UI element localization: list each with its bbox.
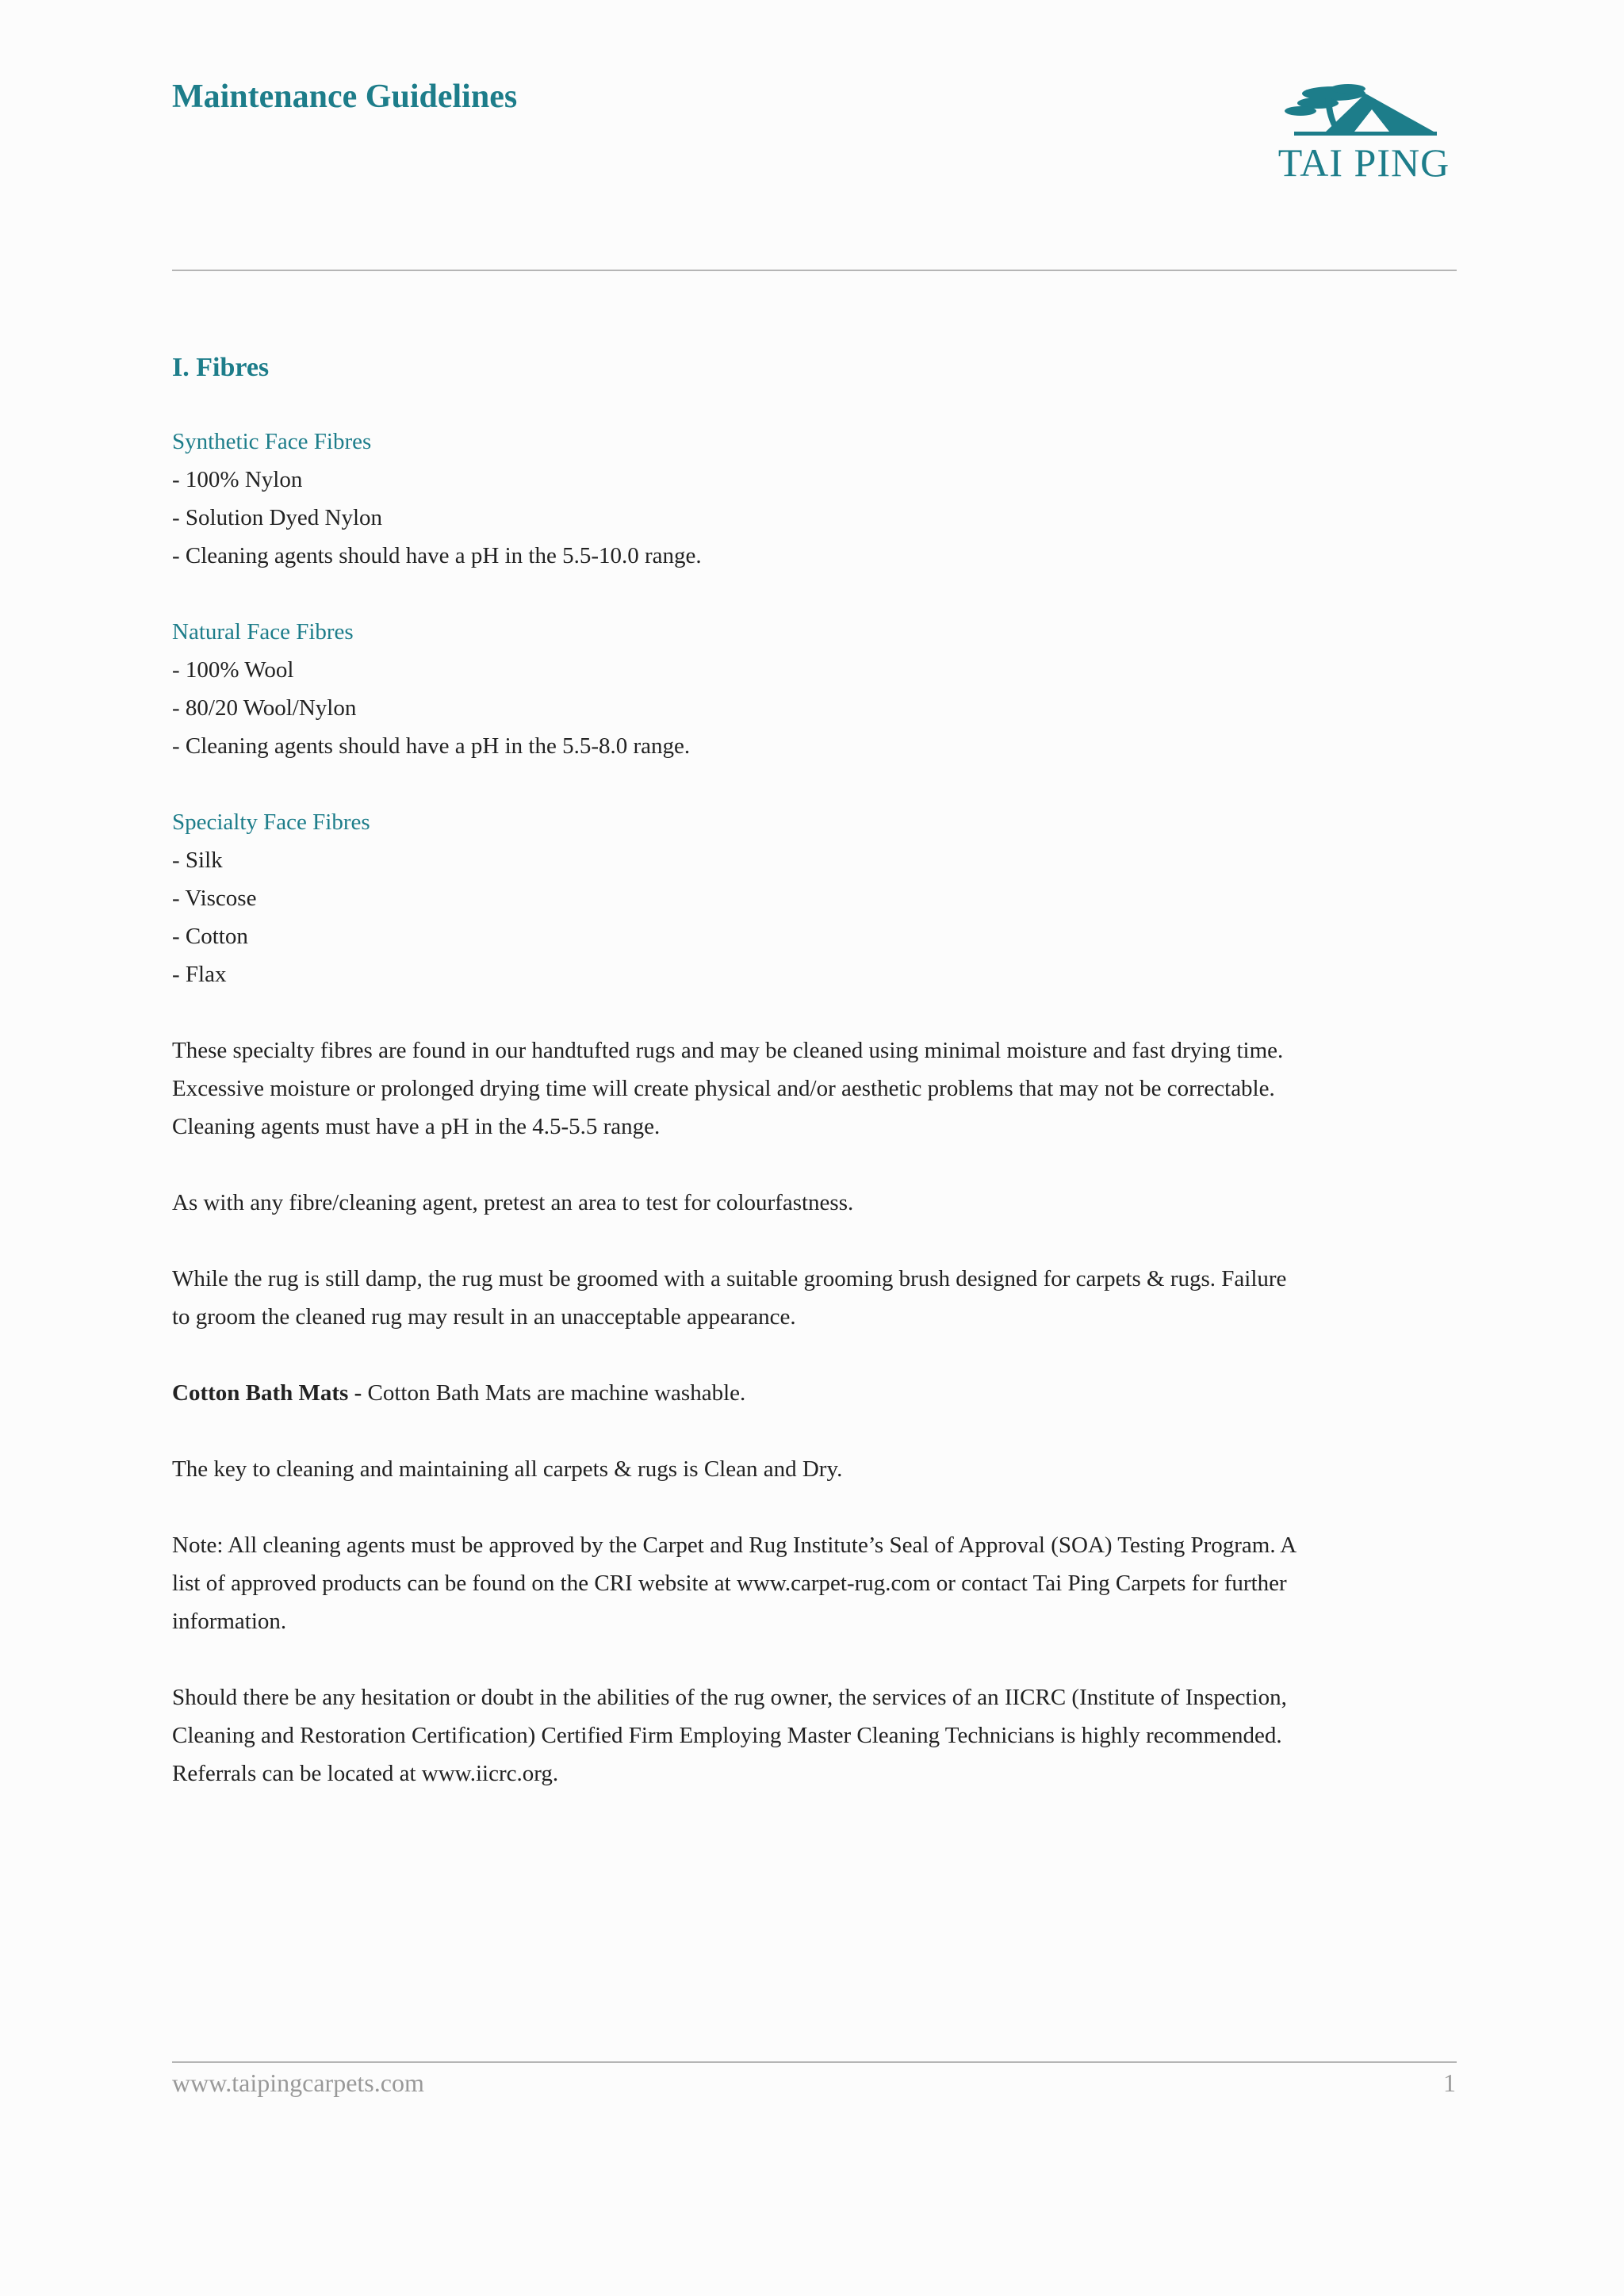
natural-fibres-heading: Natural Face Fibres (172, 619, 354, 645)
list-item: - Cleaning agents should have a pH in the 5.5-8.0 range. (172, 733, 691, 759)
document-body (172, 346, 1473, 1793)
brand-logo (1269, 79, 1459, 186)
specialty-note-line: These specialty fibres are found in our handtufted rugs and may be cleaned using minimal moisture and fast drying time. (172, 1038, 1284, 1063)
groom-paragraph-line: While the rug is still damp, the rug must be groomed with a suitable grooming brush designed for carpets & rugs. Failure (172, 1266, 1287, 1292)
specialty-fibres-heading: Specialty Face Fibres (172, 809, 370, 835)
list-item: - 100% Wool (172, 657, 294, 683)
pretest-paragraph: As with any fibre/cleaning agent, pretest an area to test for colourfastness. (172, 1190, 854, 1215)
note-paragraph-line: Note: All cleaning agents must be approved by the Carpet and Rug Institute’s Seal of Approval (SOA) Testing Program. A (172, 1533, 1297, 1558)
page-number: 1 (1443, 2068, 1456, 2097)
list-item: - Cotton (172, 924, 248, 949)
list-item: - 80/20 Wool/Nylon (172, 695, 357, 721)
list-item: - Cleaning agents should have a pH in the 5.5-10.0 range. (172, 543, 702, 568)
list-item: - Silk (172, 848, 223, 873)
iicrc-paragraph-line: Should there be any hesitation or doubt in the abilities of the rug owner, the services of an IICRC (Institute of Inspection, (172, 1685, 1287, 1710)
footer-divider (172, 2061, 1457, 2063)
note-paragraph-line: information. (172, 1609, 287, 1634)
bath-mats-paragraph (172, 1374, 1473, 1412)
note-paragraph-line: list of approved products can be found on the CRI website at www.carpet-rug.com or contact Tai Ping Carpets for further (172, 1571, 1287, 1596)
footer-website: www.taipingcarpets.com (172, 2068, 424, 2097)
key-paragraph: The key to cleaning and maintaining all carpets & rugs is Clean and Dry. (172, 1456, 843, 1482)
synthetic-fibres-heading: Synthetic Face Fibres (172, 429, 372, 454)
section-heading: I. Fibres (172, 353, 270, 382)
bath-mats-text: Cotton Bath Mats are machine washable. (362, 1380, 746, 1406)
bath-mats-label: Cotton Bath Mats - (172, 1380, 362, 1406)
iicrc-paragraph-line: Cleaning and Restoration Certification) Certified Firm Employing Master Cleaning Technicians is highly recommended. (172, 1723, 1282, 1748)
iicrc-paragraph-line: Referrals can be located at www.iicrc.org. (172, 1761, 559, 1786)
list-item: - Solution Dyed Nylon (172, 505, 383, 530)
tree-tent-logo-icon (1278, 82, 1442, 138)
list-item: - Flax (172, 962, 227, 987)
page-title: Maintenance Guidelines (172, 78, 518, 115)
specialty-note-line: Cleaning agents must have a pH in the 4.5-5.5 range. (172, 1114, 661, 1139)
list-item: - Viscose (172, 886, 257, 911)
logo-wordmark: TAI PING (1277, 140, 1450, 185)
specialty-note-line: Excessive moisture or prolonged drying time will create physical and/or aesthetic problems that may not be correctable. (172, 1076, 1275, 1101)
list-item: - 100% Nylon (172, 467, 303, 492)
groom-paragraph-line: to groom the cleaned rug may result in an unacceptable appearance. (172, 1304, 796, 1330)
header-divider (172, 270, 1457, 271)
